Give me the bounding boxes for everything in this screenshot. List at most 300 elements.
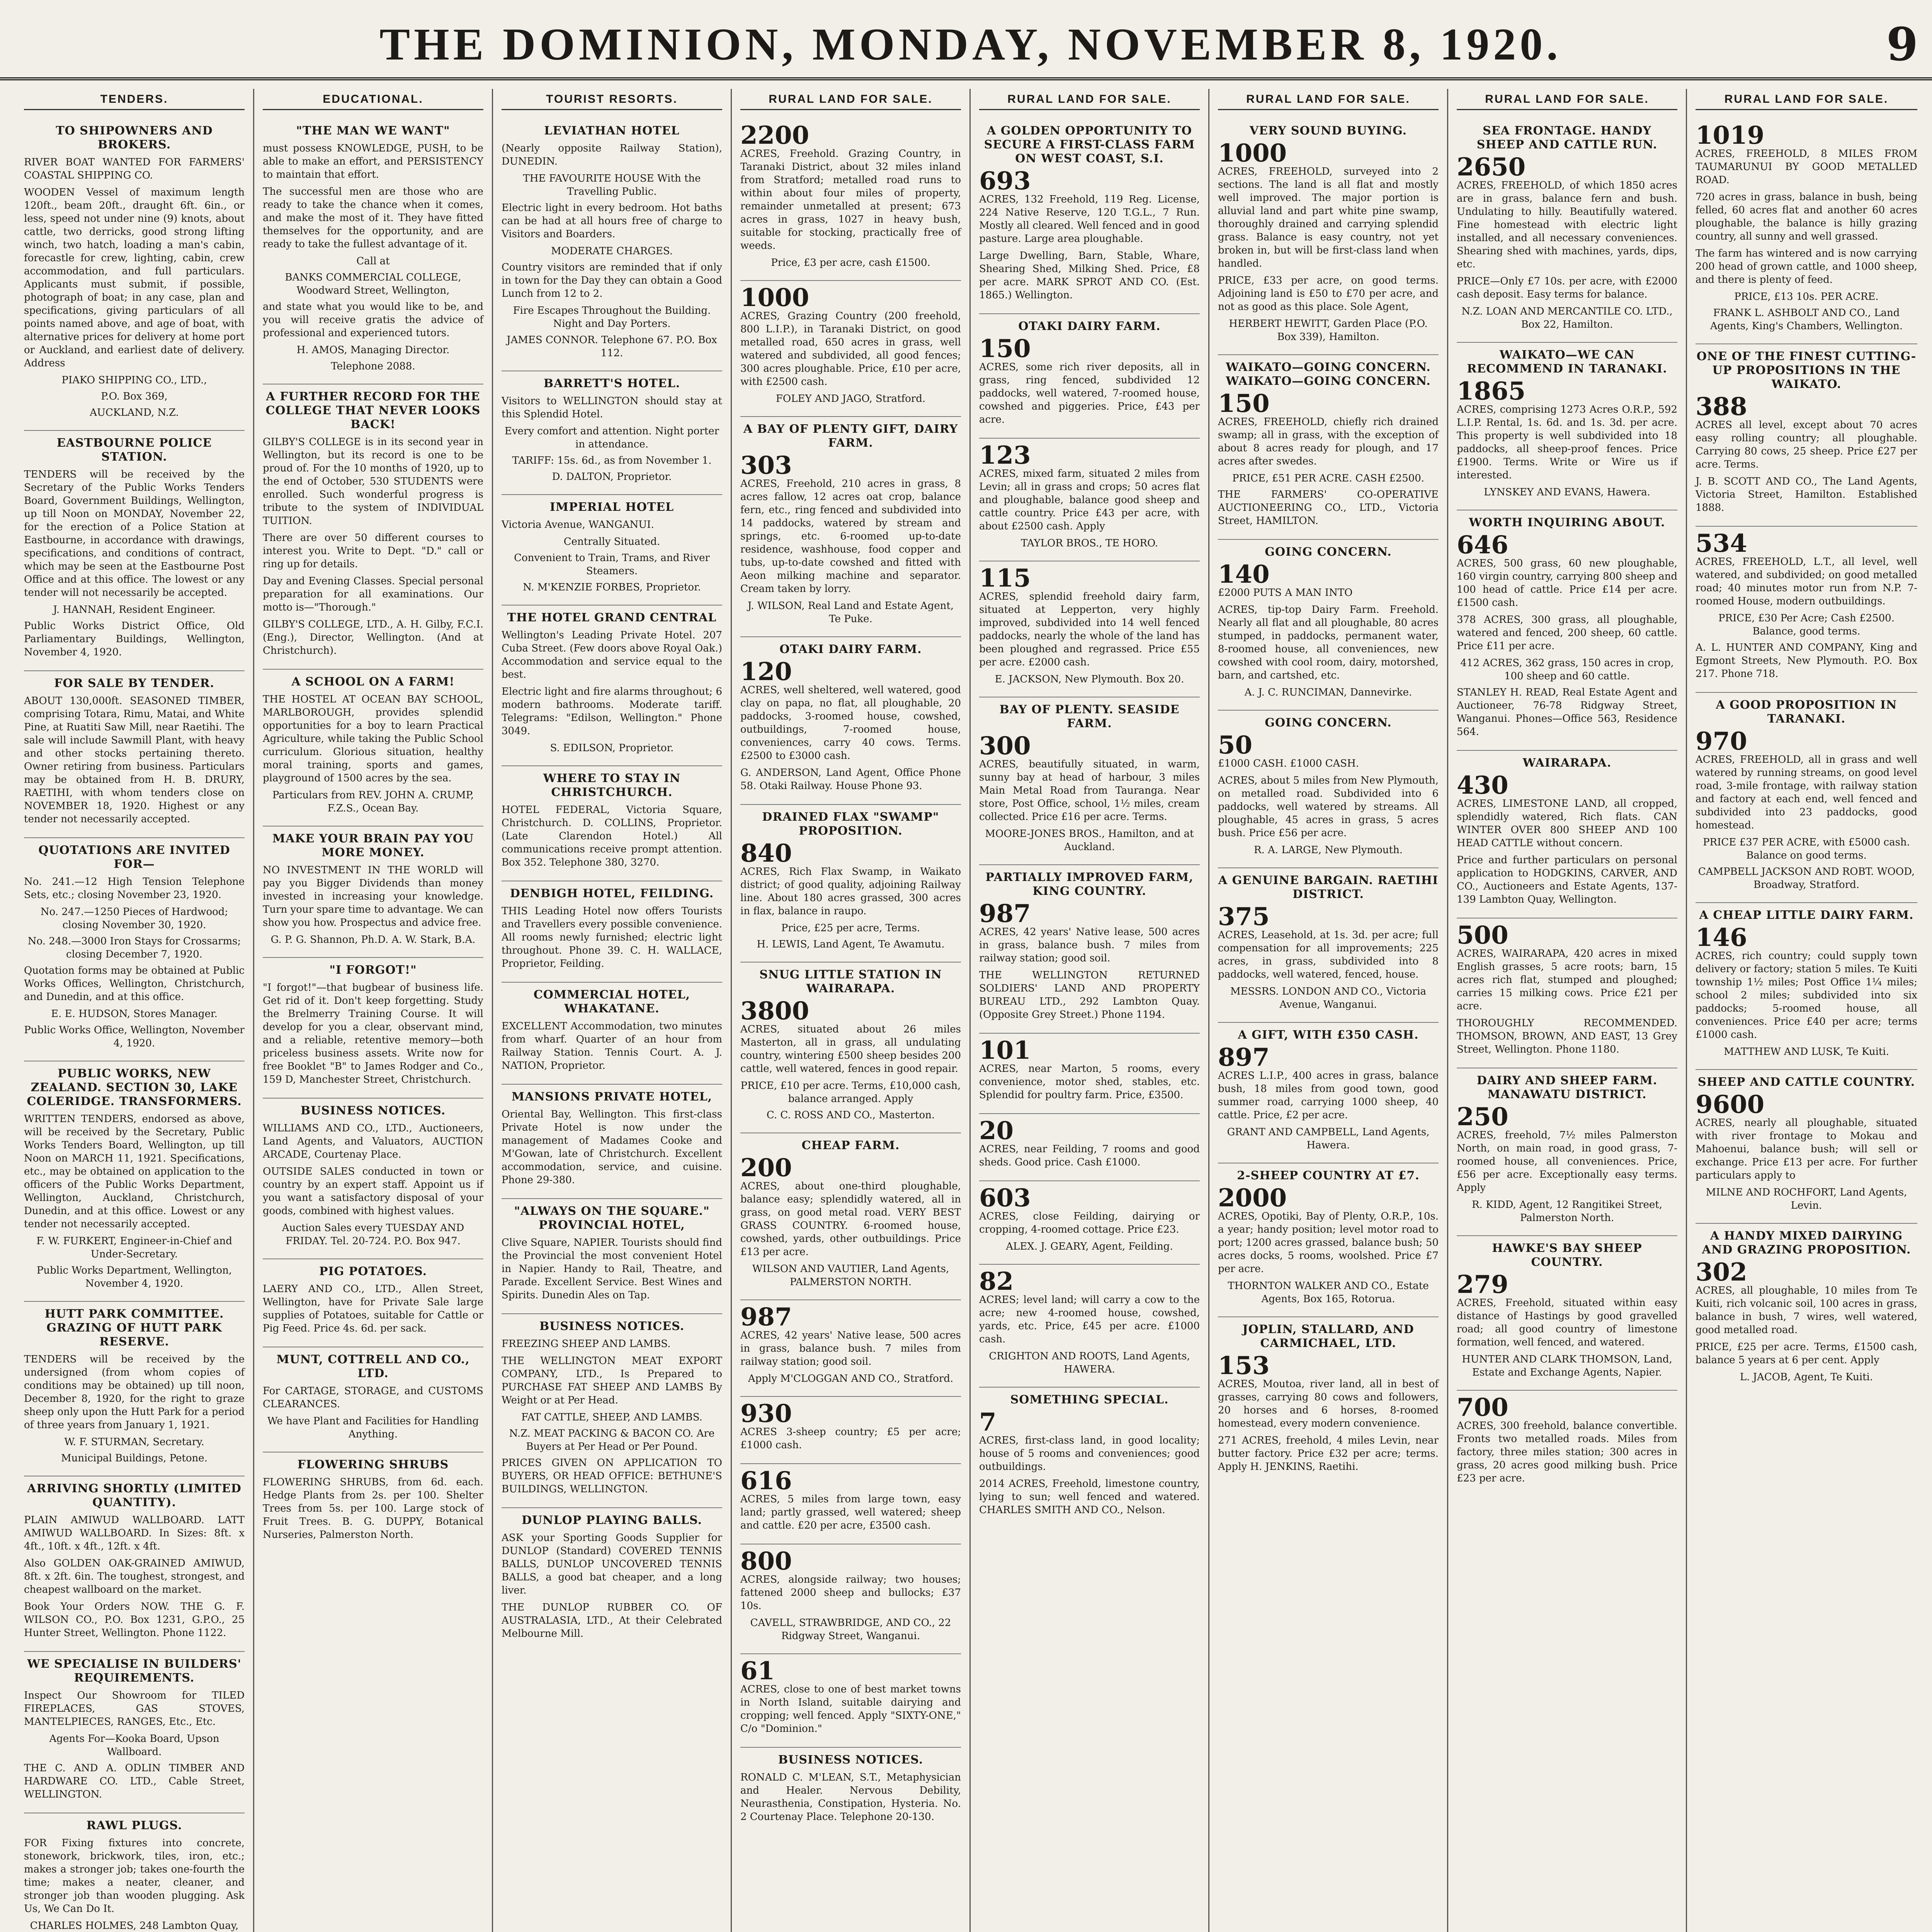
ad-heading: MAKE YOUR BRAIN PAY YOU MORE MONEY.	[272, 832, 474, 859]
ad-heading: HUTT PARK COMMITTEE. GRAZING OF HUTT PARK RESERVE.	[44, 1307, 224, 1349]
ad-heading: PARTIALLY IMPROVED FARM, KING COUNTRY.	[985, 871, 1194, 898]
ad-text: BANKS COMMERCIAL COLLEGE, Woodward Street, Wellington,	[285, 272, 461, 296]
advertisement	[502, 881, 722, 983]
ad-text: ACRES, mixed farm, situated 2 miles from Levin; all in grass and crops; 50 acres flat and ploughable, balance good sheep and cattle country. Price £43 per acre, with about £2500 cash. Apply	[979, 468, 1200, 532]
ad-text: WOODEN Vessel of maximum length 120ft., beam 20ft., draught 6ft. 6in., or less, speed not under nine (9) knots, about cattle, two derricks, good strong lifting winch, two hatch, loading a man's cabin, forecastle for crew, lighting, cabin, crew accommodation, and full particulars. Applicants must submit, if possible, photograph of boat; in any case, plan and specifications, giving particulars of all points named above, and age of boat, with alternative prices for delivery at home port or Auckland, and earliest date of delivery. Address	[24, 187, 245, 369]
ad-text: 271 ACRES, freehold, 4 miles Levin, near butter factory. Price £32 per acre; terms. Apply H. JENKINS, Raetihi.	[1218, 1435, 1439, 1473]
ad-acreage: 300	[979, 731, 1031, 760]
ad-text: D. DALTON, Proprietor.	[552, 471, 672, 483]
ad-acreage: 61	[740, 1656, 775, 1685]
advertisement	[502, 371, 722, 495]
ad-acreage: 1000	[1218, 139, 1287, 168]
ad-text: ACRES, close to one of best market towns in North Island, suitable dairying and cropping; well fenced. Apply "SIXTY-ONE," C/o "Dominion."	[740, 1684, 961, 1735]
ad-text: 2014 ACRES, Freehold, limestone country, lying to sun; well fenced and watered. CHARLES SMITH AND CO., Nelson.	[979, 1478, 1200, 1516]
advertisement	[263, 119, 483, 384]
ad-text: Telephone 2088.	[331, 361, 415, 372]
ad-text: Visitors to WELLINGTON should stay at this Splendid Hotel.	[502, 395, 722, 420]
advertisement	[979, 314, 1200, 439]
ad-text: £2000 PUTS A MAN INTO	[1218, 587, 1353, 599]
ad-heading: WHERE TO STAY IN CHRISTCHURCH.	[543, 772, 681, 799]
ad-text: ABOUT 130,000ft. SEASONED TIMBER, comprising Totara, Rimu, Matai, and White Pine, at Ruatiti Saw Mill, near Raetihi. The sale will include Sawmill Plant, with heavy and other stocks pertaining thereto. Owner retiring from business. Particulars may be obtained from H. B. DRURY, RAETIHI, with whom tenders close on NOVEMBER 18, 1920. Highest or any tender not necessarily accepted.	[24, 695, 245, 825]
advertisement	[24, 1061, 245, 1302]
ad-acreage: 1019	[1696, 121, 1765, 150]
ad-heading: BUSINESS NOTICES.	[300, 1104, 446, 1117]
ad-text: ACRES, 42 years' Native lease, 500 acres in grass, balance bush. 7 miles from railway station; good soil.	[740, 1330, 961, 1367]
ad-text: Electric light in every bedroom. Hot baths can be had at all hours free of charge to Visitors and Boarders.	[502, 202, 722, 240]
advertisement	[1696, 693, 1917, 903]
advertisement	[24, 838, 245, 1061]
ad-text: THE FAVOURITE HOUSE With the Travelling Public.	[523, 173, 701, 197]
ad-text: ALEX. J. GEARY, Agent, Feilding.	[1006, 1241, 1173, 1252]
ad-text: (Nearly opposite Railway Station), DUNEDIN.	[502, 143, 722, 167]
ad-heading: FLOWERING SHRUBS	[297, 1458, 449, 1471]
ad-text: PRICE—Only £7 10s. per acre, with £2000 cash deposit. Easy terms for balance.	[1457, 276, 1677, 300]
advertisement	[1218, 1023, 1439, 1163]
ad-acreage: 388	[1696, 392, 1747, 421]
advertisement	[502, 1199, 722, 1314]
advertisement	[1696, 527, 1917, 693]
ad-text: ACRES, well sheltered, well watered, good clay on papa, no flat, all ploughable, 20 paddocks, 3-roomed house, cowshed, outbuildings, 7-roomed house, conveniences, carry 40 cows. Terms. £2500 to £3000 cash.	[740, 684, 961, 762]
ad-acreage: 153	[1218, 1351, 1270, 1380]
advertisement	[1218, 711, 1439, 868]
masthead	[0, 15, 1932, 80]
ad-text: ACRES, Rich Flax Swamp, in Waikato district; of good quality, adjoining Railway line. About 180 acres grassed, 300 acres in flax, balance in raupo.	[740, 866, 961, 917]
ad-text: ACRES, about 5 miles from New Plymouth, on metalled road. Subdivided into 6 paddocks, well watered by streams. All ploughable, 45 acres in grass, 5 acres bush. Price £56 per acre.	[1218, 775, 1439, 839]
ad-text: TARIFF: 15s. 6d., as from November 1.	[512, 455, 712, 466]
ad-acreage: 970	[1696, 727, 1747, 756]
ad-text: FREEZING SHEEP AND LAMBS.	[502, 1338, 671, 1350]
ad-text: THE DUNLOP RUBBER CO. OF AUSTRALASIA, LTD., At their Celebrated Melbourne Mill.	[502, 1602, 722, 1639]
ad-text: Public Works Office, Wellington, November 4, 1920.	[24, 1024, 245, 1049]
ad-text: STANLEY H. READ, Real Estate Agent and Auctioneer, 76-78 Ridgway Street, Wanganui. Phones—Office 563, Residence 564.	[1457, 687, 1677, 738]
ad-text: G. P. G. Shannon, Ph.D. A. W. Stark, B.A.	[270, 934, 476, 946]
ad-text: No. 241.—12 High Tension Telephone Sets, etc.; closing November 23, 1920.	[24, 876, 245, 901]
ad-heading: DUNLOP PLAYING BALLS.	[521, 1514, 702, 1527]
ad-text: ACRES all level, except about 70 acres easy rolling country; all ploughable. Carrying 80 cows, 25 sheep. Price £27 per acre. Terms.	[1696, 419, 1917, 470]
ad-text: THIS Leading Hotel now offers Tourists and Travellers every possible convenience. All rooms newly furnished; electric light throughout. Phone 39. C. H. WALLACE, Proprietor, Feilding.	[502, 905, 722, 969]
ad-text: ACRES 3-sheep country; £5 per acre; £1000 cash.	[740, 1426, 961, 1451]
ad-text: PRICE, £51 PER ACRE. CASH £2500.	[1232, 473, 1425, 484]
advertisement	[502, 119, 722, 371]
ad-heading: TO SHIPOWNERS AND BROKERS.	[56, 124, 213, 151]
ad-text: ACRES, Freehold, situated within easy distance of Hastings by good gravelled road; all good country of limestone formation, well fenced, and watered.	[1457, 1297, 1677, 1348]
advertisement	[24, 1652, 245, 1813]
advertisement	[979, 1181, 1200, 1265]
advertisement	[24, 1813, 245, 1932]
ad-acreage: 303	[740, 451, 792, 480]
ad-text: must possess KNOWLEDGE, PUSH, to be able to make an effort, and PERSISTENCY to maintain that effort.	[263, 143, 483, 180]
ad-acreage: 140	[1218, 560, 1270, 589]
advertisement	[740, 1397, 961, 1464]
ad-acreage: 2650	[1457, 153, 1526, 182]
ad-text: CRIGHTON AND ROOTS, Land Agents, HAWERA.	[989, 1350, 1190, 1375]
advertisement	[1696, 903, 1917, 1070]
ad-text: THE WELLINGTON MEAT EXPORT COMPANY, LTD., Is Prepared to PURCHASE FAT SHEEP AND LAMBS By Weight or at Per Head.	[502, 1355, 722, 1406]
ad-text: THOROUGHLY RECOMMENDED. THOMSON, BROWN, AND EAST, 13 Grey Street, Wellington. Phone 1180.	[1457, 1017, 1677, 1055]
ad-heading: RAWL PLUGS.	[86, 1819, 182, 1832]
ad-text: WRITTEN TENDERS, endorsed as above, will be received by the Secretary, Public Works Tenders Board, Wellington, up till Noon on MARCH 11, 1921. Specifications, etc., may be obtained on application to the officers of the Public Works Department, Wellington, Auckland, Christchurch, Dunedin, and at this office. Lowest or any tender not necessarily accepted.	[24, 1113, 245, 1230]
ad-text: S. EDILSON, Proprietor.	[550, 742, 674, 754]
advertisement	[1457, 1068, 1677, 1236]
ad-text: E. E. HUDSON, Stores Manager.	[51, 1008, 218, 1020]
ad-text: LYNSKEY AND EVANS, Hawera.	[1484, 486, 1650, 498]
advertisement	[740, 1300, 961, 1397]
ad-acreage: 2200	[740, 121, 810, 150]
ad-heading: JOPLIN, STALLARD, AND CARMICHAEL, LTD.	[1242, 1323, 1414, 1350]
column-6	[1209, 89, 1448, 1932]
column-heading: RURAL LAND FOR SALE.	[1457, 89, 1677, 110]
ad-text: RONALD C. M'LEAN, S.T., Metaphysician and Healer. Nervous Debility, Neurasthenia, Constipation, Hysteria. No. 2 Courtenay Place. Telephone 20-130.	[740, 1772, 961, 1823]
ad-text: ACRES, Freehold. Grazing Country, in Taranaki District, about 32 miles inland from Stratford; metalled road runs to within about four miles of property, remainder unmetalled at present; 673 acres in grass, 1027 in heavy bush, suitable for stocking, practically free of weeds.	[740, 148, 961, 252]
ad-text: J. HANNAH, Resident Engineer.	[53, 604, 216, 616]
ad-heading: A FURTHER RECORD FOR THE COLLEGE THAT NEVER LOOKS BACK!	[265, 390, 481, 431]
ad-heading: BUSINESS NOTICES.	[539, 1320, 685, 1333]
advertisement	[1457, 1391, 1677, 1497]
ad-text: Public Works Department, Wellington, November 4, 1920.	[36, 1265, 232, 1289]
ad-text: ACRES, near Feilding, 7 rooms and good sheds. Good price. Cash £1000.	[979, 1143, 1200, 1168]
ad-heading: A GOLDEN OPPORTUNITY TO SECURE A FIRST-CLASS FARM ON WEST COAST, S.I.	[984, 124, 1195, 165]
ad-heading: "ALWAYS ON THE SQUARE." PROVINCIAL HOTEL,	[514, 1204, 710, 1232]
ad-text: Call at	[356, 255, 390, 267]
ad-text: 378 ACRES, 300 grass, all ploughable, watered and fenced, 200 sheep, 60 cattle. Price £11 per acre.	[1457, 614, 1677, 652]
advertisement	[263, 670, 483, 827]
ad-text: For CARTAGE, STORAGE, and CUSTOMS CLEARANCES.	[263, 1385, 483, 1410]
ad-text: Book Your Orders NOW. THE G. F. WILSON CO., P.O. Box 1231, G.P.O., 25 Hunter Street, Wellington. Phone 1122.	[24, 1601, 245, 1639]
ad-acreage: 101	[979, 1036, 1031, 1065]
ad-text: PRICE, £30 Per Acre; Cash £2500. Balance, good terms.	[1718, 612, 1895, 637]
ad-heading: A BAY OF PLENTY GIFT, DAIRY FARM.	[743, 422, 958, 450]
ad-acreage: 534	[1696, 529, 1747, 558]
ad-heading: IMPERIAL HOTEL	[549, 500, 674, 514]
ad-acreage: 500	[1457, 921, 1509, 950]
ad-text: Centrally Situated.	[563, 536, 660, 548]
ad-text: AUCKLAND, N.Z.	[90, 407, 179, 418]
ad-text: Price and further particulars on personal application to HODGKINS, CARVER, AND CO., Auctioneers and Estate Agents, 137-139 Lambton Quay, Wellington.	[1457, 854, 1677, 905]
ad-heading: QUOTATIONS ARE INVITED FOR—	[38, 844, 230, 871]
ad-heading: COMMERCIAL HOTEL, WHAKATANE.	[533, 988, 690, 1015]
advertisement	[502, 1085, 722, 1199]
ad-heading: GOING CONCERN.	[1265, 545, 1392, 559]
ad-heading: A HANDY MIXED DAIRYING AND GRAZING PROPOSITION.	[1702, 1229, 1911, 1257]
ad-text: ACRES, alongside railway; two houses; fattened 2000 sheep and bullocks; £37 10s.	[740, 1574, 961, 1612]
ad-text: CAMPBELL JACKSON AND ROBT. WOOD, Broadway, Stratford.	[1698, 866, 1915, 891]
ad-heading: PIG POTATOES.	[319, 1265, 427, 1278]
ad-text: CAVELL, STRAWBRIDGE, AND CO., 22 Ridgway Street, Wanganui.	[750, 1617, 951, 1642]
ad-heading: BAY OF PLENTY. SEASIDE FARM.	[999, 703, 1180, 730]
advertisement	[740, 281, 961, 417]
column-3	[493, 89, 732, 1932]
ad-acreage: 987	[740, 1303, 792, 1332]
ad-text: ACRES, nearly all ploughable, situated with river frontage to Mokau and Mahoenui, balance bush; will sell or exchange. Price £13 per acre. For further particulars apply to	[1696, 1117, 1917, 1181]
advertisement	[263, 958, 483, 1099]
ad-acreage: 200	[740, 1153, 792, 1182]
ad-heading: A GENUINE BARGAIN. RAETIHI DISTRICT.	[1218, 874, 1439, 901]
advertisement	[1218, 868, 1439, 1023]
ad-text: THE HOSTEL AT OCEAN BAY SCHOOL, MARLBOROUGH, provides splendid opportunities for a boy to learn Practical Agriculture, while taking the Public School curriculum. Glorious situation, healthy moral training, sports and games, playground of 1500 acres by the sea.	[263, 694, 483, 784]
ad-text: MATTHEW AND LUSK, Te Kuiti.	[1724, 1046, 1889, 1058]
ad-text: ACRES, comprising 1273 Acres O.R.P., 592 L.I.P. Rental, 1s. 6d. and 1s. 3d. per acre. This property is well subdivided into 18 paddocks, all sheep-proof fences. Price £1900. Terms. Write or Wire us if interested.	[1457, 404, 1677, 481]
advertisement	[263, 1347, 483, 1452]
ad-heading: A CHEAP LITTLE DAIRY FARM.	[1699, 908, 1914, 922]
ad-text: CHARLES HOLMES, 248 Lambton Quay,	[30, 1920, 239, 1932]
ad-text: FAT CATTLE, SHEEP, AND LAMBS.	[521, 1412, 702, 1423]
ad-text: Country visitors are reminded that if only in town for the Day they can obtain a Good Lunch from 12 to 2.	[502, 262, 722, 299]
ad-text: THE WELLINGTON RETURNED SOLDIERS' LAND AND PROPERTY BUREAU LTD., 292 Lambton Quay. (Opposite Grey Street.) Phone 1194.	[979, 969, 1200, 1020]
ad-text: Municipal Buildings, Petone.	[61, 1452, 207, 1464]
ad-text: THE FARMERS' CO-OPERATIVE AUCTIONEERING CO., LTD., Victoria Street, HAMILTON.	[1218, 489, 1439, 527]
ad-text: F. W. FURKERT, Engineer-in-Chief and Under-Secretary.	[36, 1235, 232, 1260]
ad-text: ACRES, all ploughable, 10 miles from Te Kuiti, rich volcanic soil, 100 acres in grass, balance in bush, 7 wires, well watered, good metalled road.	[1696, 1285, 1917, 1336]
ad-text: ACRES, splendid freehold dairy farm, situated at Lepperton, very highly improved, subdivided into 14 well fenced paddocks, nearly the whole of the land has been ploughed and regrassed. Price £55 per acre. £2000 cash.	[979, 591, 1200, 668]
ad-acreage: 430	[1457, 771, 1509, 800]
advertisement	[740, 1464, 961, 1544]
advertisement	[502, 766, 722, 881]
ad-acreage: 9600	[1696, 1090, 1765, 1119]
ad-text: ACRES, Grazing Country (200 freehold, 800 L.I.P.), in Taranaki District, on good metalled road, 650 acres in grass, well watered and subdivided, all good fences; 300 acres ploughable. Price, £10 per acre, with £2500 cash.	[740, 310, 961, 388]
advertisement	[1696, 344, 1917, 527]
advertisement	[263, 1452, 483, 1553]
advertisement	[24, 431, 245, 671]
ad-text: PRICE, £13 10s. PER ACRE.	[1734, 291, 1879, 303]
ad-acreage: 700	[1457, 1393, 1509, 1422]
ad-text: ACRES, near Marton, 5 rooms, every convenience, motor shed, stables, etc. Splendid for poultry farm. Price, £3500.	[979, 1063, 1200, 1101]
advertisement	[502, 983, 722, 1085]
advertisement	[502, 1314, 722, 1508]
column-7	[1448, 89, 1687, 1932]
ad-text: MESSRS. LONDON AND CO., Victoria Avenue, Wanganui.	[1230, 986, 1426, 1010]
ad-text: ACRES, LIMESTONE LAND, all cropped, splendidly watered, Rich flats. CAN WINTER OVER 800 SHEEP AND 100 HEAD CATTLE without concern.	[1457, 798, 1677, 849]
advertisement	[740, 1544, 961, 1654]
ad-text: PRICE £37 PER ACRE, with £5000 cash. Balance on good terms.	[1703, 837, 1910, 861]
ad-text: HUNTER AND CLARK THOMSON, Land, Estate and Exchange Agents, Napier.	[1462, 1354, 1672, 1378]
ad-text: ACRES, some rich river deposits, all in grass, ring fenced, subdivided 12 paddocks, well watered, 7-roomed house, cowshed and piggeries. Price, £43 per acre.	[979, 361, 1200, 425]
ad-text: and state what you would like to be, and you will receive gratis the advice of professional and experienced tutors.	[263, 301, 483, 339]
ad-heading: WORTH INQUIRING ABOUT.	[1469, 516, 1665, 529]
ad-text: Every comfort and attention. Night porter in attendance.	[504, 425, 719, 450]
ad-text: A. J. C. RUNCIMAN, Dannevirke.	[1244, 687, 1412, 698]
ad-heading: GOING CONCERN.	[1265, 716, 1392, 730]
ad-acreage: 1865	[1457, 377, 1526, 406]
ad-text: Clive Square, NAPIER. Tourists should find the Provincial the most convenient Hotel in Napier. Handy to Rail, Theatre, and Parade. Excellent Service. Best Wines and Spirits. Dunedin Ales on Tap.	[502, 1237, 722, 1301]
ad-text: 412 ACRES, 362 grass, 150 acres in crop, 100 sheep and 60 cattle.	[1460, 657, 1674, 682]
ad-text: 720 acres in grass, balance in bush, being felled, 60 acres flat and another 60 acres ploughable, the balance is hilly grazing country, all sunny and well grassed.	[1696, 191, 1917, 242]
ad-text: Price, £3 per acre, cash £1500.	[771, 257, 930, 269]
ad-text: WILLIAMS AND CO., LTD., Auctioneers, Land Agents, and Valuators, AUCTION ARCADE, Courtenay Place.	[263, 1122, 483, 1160]
ad-acreage: 987	[979, 899, 1031, 928]
ad-heading: OTAKI DAIRY FARM.	[1018, 320, 1161, 333]
ad-acreage: 930	[740, 1399, 792, 1428]
advertisement	[502, 495, 722, 605]
advertisement	[24, 1476, 245, 1652]
ad-text: GILBY'S COLLEGE is in its second year in Wellington, but its record is one to be proud of. For the 10 months of 1920, up to the end of October, 530 STUDENTS were enrolled. Such wonderful progress is tribute to the system of INDIVIDUAL TUITION.	[263, 436, 483, 527]
ad-text: PLAIN AMIWUD WALLBOARD. LATT AMIWUD WALLBOARD. In Sizes: 8ft. x 4ft., 10ft. x 4ft., 12ft. x 4ft.	[24, 1514, 245, 1552]
ad-heading: ONE OF THE FINEST CUTTING-UP PROPOSITIONS IN THE WAIKATO.	[1696, 350, 1917, 391]
ad-text: C. C. ROSS AND CO., Masterton.	[766, 1109, 935, 1121]
ad-text: TENDERS will be received by the Secretary of the Public Works Tenders Board, Government Buildings, Wellington, up till Noon on MONDAY, November 22, for the erection of a Police Station at Eastbourne, in accordance with drawings, specifications, and conditions of contract, which may be seen at the Eastbourne Post Office and at this office. The lowest or any tender will not necessarily be accepted.	[24, 469, 245, 599]
advertisement	[1457, 119, 1677, 343]
ad-acreage: 50	[1218, 731, 1253, 760]
ad-text: ACRES, FREEHOLD, L.T., all level, well watered, and subdivided; on good metalled road; 40 minutes motor run from N.P. 7-roomed House, modern outbuildings.	[1696, 556, 1917, 607]
column-4	[732, 89, 971, 1932]
ad-text: JAMES CONNOR. Telephone 67. P.O. Box 112.	[507, 334, 717, 359]
ad-heading: VERY SOUND BUYING.	[1249, 124, 1407, 138]
ad-text: N.Z. LOAN AND MERCANTILE CO. LTD., Box 22, Hamilton.	[1461, 306, 1673, 330]
advertisement	[1457, 918, 1677, 1068]
advertisement	[979, 1114, 1200, 1181]
ad-heading: SNUG LITTLE STATION IN WAIRARAPA.	[759, 968, 942, 995]
newspaper-title: THE DOMINION, MONDAY, NOVEMBER 8, 1920.	[379, 19, 1562, 70]
advertisement	[1218, 1317, 1439, 1485]
ad-acreage: 603	[979, 1184, 1031, 1213]
ad-acreage: 150	[1218, 389, 1270, 418]
column-heading: RURAL LAND FOR SALE.	[740, 89, 961, 110]
ad-text: FLOWERING SHRUBS, from 6d. each. Hedge Plants from 2s. per 100. Shelter Trees from 5s. per 100. Large stock of Fruit Trees. B. G. DUPPY, Botanical Nurseries, Palmerston North.	[263, 1476, 483, 1541]
ad-heading: MANSIONS PRIVATE HOTEL,	[511, 1090, 713, 1104]
ad-heading: WAIKATO—GOING CONCERN. WAIKATO—GOING CONCERN.	[1226, 361, 1431, 388]
ad-text: Convenient to Train, Trams, and River Steamers.	[514, 552, 710, 577]
ad-acreage: 115	[979, 564, 1031, 593]
advertisement	[979, 561, 1200, 697]
ad-acreage: 646	[1457, 531, 1509, 560]
ad-text: NO INVESTMENT IN THE WORLD will pay you Bigger Dividends than money invested in increasing your knowledge. Turn your spare time to advantage. We can show you how. Prospectus and advice free.	[263, 864, 483, 929]
column-5	[971, 89, 1209, 1932]
column-heading: RURAL LAND FOR SALE.	[1218, 89, 1439, 110]
ad-acreage: 897	[1218, 1043, 1270, 1072]
ad-text: ACRES, 300 freehold, balance convertible. Fronts two metalled roads. Miles from factory, three miles station; 300 acres in grass, 20 acres good milking bush. Price £23 per acre.	[1457, 1420, 1677, 1484]
ad-heading: PUBLIC WORKS, NEW ZEALAND. SECTION 30, LAKE COLERIDGE. TRANSFORMERS.	[27, 1067, 242, 1108]
column-1	[15, 89, 254, 1932]
ad-heading: HAWKE'S BAY SHEEP COUNTRY.	[1492, 1242, 1642, 1269]
ad-text: PRICE, £33 per acre, on good terms. Adjoining land is £50 to £70 per acre, and not as good as this place. Sole Agent,	[1218, 275, 1439, 313]
ad-heading: WAIRARAPA.	[1522, 756, 1612, 770]
ad-text: ACRES, 5 miles from large town, easy land; partly grassed, well watered; sheep and cattle. £20 per acre, £3500 cash.	[740, 1493, 961, 1531]
ad-text: ASK your Sporting Goods Supplier for DUNLOP (Standard) COVERED TENNIS BALLS, DUNLOP UNCOVERED TENNIS BALLS, a good bat cheaper, and a long liver.	[502, 1532, 722, 1596]
ad-text: A. L. HUNTER AND COMPANY, King and Egmont Streets, New Plymouth. P.O. Box 217. Phone 718.	[1696, 642, 1917, 680]
ad-text: No. 247.—1250 Pieces of Hardwood; closing November 30, 1920.	[40, 906, 228, 931]
ad-text: The farm has wintered and is now carrying 200 head of grown cattle, and 1000 sheep, and there is plenty of feed.	[1696, 248, 1917, 286]
ad-text: ACRES, close Feilding, dairying or cropping, 4-roomed cottage. Price £23.	[979, 1211, 1200, 1235]
ad-text: ACRES, 42 years' Native lease, 500 acres in grass, balance bush. 7 miles from railway station; good soil.	[979, 926, 1200, 964]
ad-heading: FOR SALE BY TENDER.	[54, 677, 214, 690]
advertisement	[740, 417, 961, 637]
ad-text: Public Works District Office, Old Parliamentary Buildings, Wellington, November 4, 1920.	[24, 620, 245, 658]
ad-heading: A SCHOOL ON A FARM!	[291, 675, 455, 689]
advertisement	[1457, 343, 1677, 510]
ad-text: Large Dwelling, Barn, Stable, Whare, Shearing Shed, Milking Shed. Price, £8 per acre. MARK SPROT AND CO. (Est. 1865.) Wellington.	[979, 250, 1200, 301]
advertisement	[979, 119, 1200, 314]
ad-text: P.O. Box 369,	[101, 391, 168, 402]
page-number: 9	[1886, 17, 1918, 71]
advertisement	[979, 1265, 1200, 1388]
ad-heading: BUSINESS NOTICES.	[778, 1753, 923, 1767]
ad-text: ACRES, freehold, 7½ miles Palmerston North, on main road, in good grass, 7-roomed house, all conveniences. Price, £56 per acre. Exceptionally easy terms. Apply	[1457, 1129, 1677, 1194]
advertisement	[263, 1259, 483, 1347]
ad-heading: 2-SHEEP COUNTRY AT £7.	[1237, 1169, 1420, 1182]
ad-text: FRANK L. ASHBOLT AND CO., Land Agents, King's Chambers, Wellington.	[1710, 307, 1903, 332]
advertisement	[263, 384, 483, 670]
column-heading: TOURIST RESORTS.	[502, 89, 722, 110]
advertisement	[740, 805, 961, 963]
ad-text: There are over 50 different courses to interest you. Write to Dept. "D." call or ring up for details.	[263, 532, 483, 570]
advertisement	[1218, 1163, 1439, 1317]
ad-acreage: 616	[740, 1466, 792, 1495]
ad-acreage: 302	[1696, 1258, 1747, 1287]
ad-text: ACRES, FREEHOLD, all in grass and well watered by running streams, on good level road, 3-mile frontage, with railway station and factory at each end, well fenced and subdivided into 23 paddocks, good homestead.	[1696, 754, 1917, 831]
ad-text: E. JACKSON, New Plymouth. Box 20.	[995, 673, 1184, 685]
ad-heading: BARRETT'S HOTEL.	[543, 377, 680, 390]
ad-text: OUTSIDE SALES conducted in town or country by an expert staff. Appoint us if you want a satisfactory disposal of your goods, combined with highest values.	[263, 1166, 483, 1217]
ad-heading: SEA FRONTAGE. HANDY SHEEP AND CATTLE RUN.	[1476, 124, 1658, 151]
ad-text: W. F. STURMAN, Secretary.	[64, 1436, 204, 1448]
ad-acreage: 146	[1696, 923, 1747, 952]
advertisement	[740, 637, 961, 805]
ad-heading: CHEAP FARM.	[801, 1139, 900, 1152]
ad-text: Apply M'CLOGGAN AND CO., Stratford.	[748, 1373, 954, 1384]
advertisement	[24, 671, 245, 838]
ad-heading: LEVIATHAN HOTEL	[544, 124, 680, 138]
ad-text: R. A. LARGE, New Plymouth.	[1254, 844, 1403, 856]
ad-text: The successful men are those who are ready to take the chance when it comes, and make the most of it. They have fitted themselves for the opportunity, and are ready to take the fullest advantage of it.	[263, 186, 483, 250]
ad-text: Also GOLDEN OAK-GRAINED AMIWUD, 8ft. x 2ft. 6in. The toughest, strongest, and cheapest wallboard on the market.	[24, 1558, 245, 1595]
advertisement	[740, 1654, 961, 1748]
ad-heading: DAIRY AND SHEEP FARM. MANAWATU DISTRICT.	[1476, 1074, 1658, 1101]
ad-text: ACRES, FREEHOLD, of which 1850 acres are in grass, balance fern and bush. Undulating to hilly. Beautifully watered. Fine homestead with electric light installed, and all necessary conveniences. Shearing shed with machines, yards, dips, etc.	[1457, 180, 1677, 270]
ad-text: Electric light and fire alarms throughout; 6 modern bathrooms. Moderate tariff. Telegrams: "Edilson, Wellington." Phone 3049.	[502, 686, 722, 737]
advertisement	[1696, 119, 1917, 344]
advertisement	[1696, 1070, 1917, 1224]
ad-text: PRICES GIVEN ON APPLICATION TO BUYERS, OR HEAD OFFICE: BETHUNE'S BUILDINGS, WELLINGTON.	[502, 1457, 722, 1495]
advertisement	[979, 1388, 1200, 1528]
ad-heading: WE SPECIALISE IN BUILDERS' REQUIREMENTS.	[27, 1657, 242, 1685]
advertisement	[24, 1302, 245, 1476]
advertisement	[740, 1748, 961, 1835]
ad-text: ACRES, FREEHOLD, chiefly rich drained swamp; all in grass, with the exception of about 8 acres ready for plough, and 17 acres after swedes.	[1218, 416, 1439, 467]
ad-acreage: 123	[979, 441, 1031, 470]
column-8	[1687, 89, 1926, 1932]
ad-acreage: 250	[1457, 1102, 1509, 1131]
ad-acreage: 20	[979, 1116, 1014, 1145]
ad-heading: DENBIGH HOTEL, FEILDING.	[510, 887, 714, 900]
ad-acreage: 840	[740, 839, 792, 868]
ad-text: £1000 CASH. £1000 CASH.	[1218, 758, 1359, 769]
ad-text: L. JACOB, Agent, Te Kuiti.	[1740, 1371, 1873, 1383]
ad-text: ACRES L.I.P., 400 acres in grass, balance bush, 18 miles from good town, good summer road, carrying 1000 sheep, 40 cattle. Price, £2 per acre.	[1218, 1070, 1439, 1121]
ad-text: ACRES, first-class land, in good locality; house of 5 rooms and conveniences; good outbuildings.	[979, 1435, 1200, 1473]
ad-text: FOR Fixing fixtures into concrete, stonework, brickwork, tiles, iron, etc.; makes a stronger job; takes one-fourth the time; makes a neater, cleaner, and stronger job than wooden plugging. Ask Us, We Can Do It.	[24, 1837, 245, 1915]
advertisement	[1218, 540, 1439, 711]
ad-text: LAERY AND CO., LTD., Allen Street, Wellington, have for Private Sale large supplies of Potatoes, suitable for Cattle or Pig Feed. Price 4s. 6d. per sack.	[263, 1283, 483, 1334]
ad-heading: SHEEP AND CATTLE COUNTRY.	[1697, 1075, 1915, 1089]
ad-text: J. B. SCOTT AND CO., The Land Agents, Victoria Street, Hamilton. Established 1888.	[1696, 476, 1917, 514]
ad-text: MOORE-JONES BROS., Hamilton, and at Auckland.	[985, 828, 1194, 853]
ad-text: MILNE AND ROCHFORT, Land Agents, Levin.	[1706, 1187, 1907, 1211]
advertisement	[1696, 1224, 1917, 1395]
ad-heading: "I FORGOT!"	[329, 963, 417, 977]
ad-text: Wellington's Leading Private Hotel. 207 Cuba Street. (Few doors above Royal Oak.) Accommodation and service equal to the best.	[502, 629, 722, 680]
ad-acreage: 279	[1457, 1270, 1509, 1299]
ad-text: TENDERS will be received by the undersigned (from whom copies of conditions may be obtained) up till noon, December 8, 1920, for the right to graze sheep only upon the Hutt Park for a period of three years from January 1, 1921.	[24, 1354, 245, 1431]
ad-heading: OTAKI DAIRY FARM.	[779, 643, 922, 656]
ad-heading: "THE MAN WE WANT"	[296, 124, 450, 138]
classified-columns	[15, 89, 1926, 1932]
ad-acreage: 375	[1218, 902, 1270, 931]
column-heading: RURAL LAND FOR SALE.	[1696, 89, 1917, 110]
ad-text: H. LEWIS, Land Agent, Te Awamutu.	[757, 939, 945, 950]
advertisement	[263, 1099, 483, 1259]
ad-text: PIAKO SHIPPING CO., LTD.,	[61, 374, 207, 386]
advertisement	[263, 827, 483, 958]
advertisement	[979, 865, 1200, 1034]
